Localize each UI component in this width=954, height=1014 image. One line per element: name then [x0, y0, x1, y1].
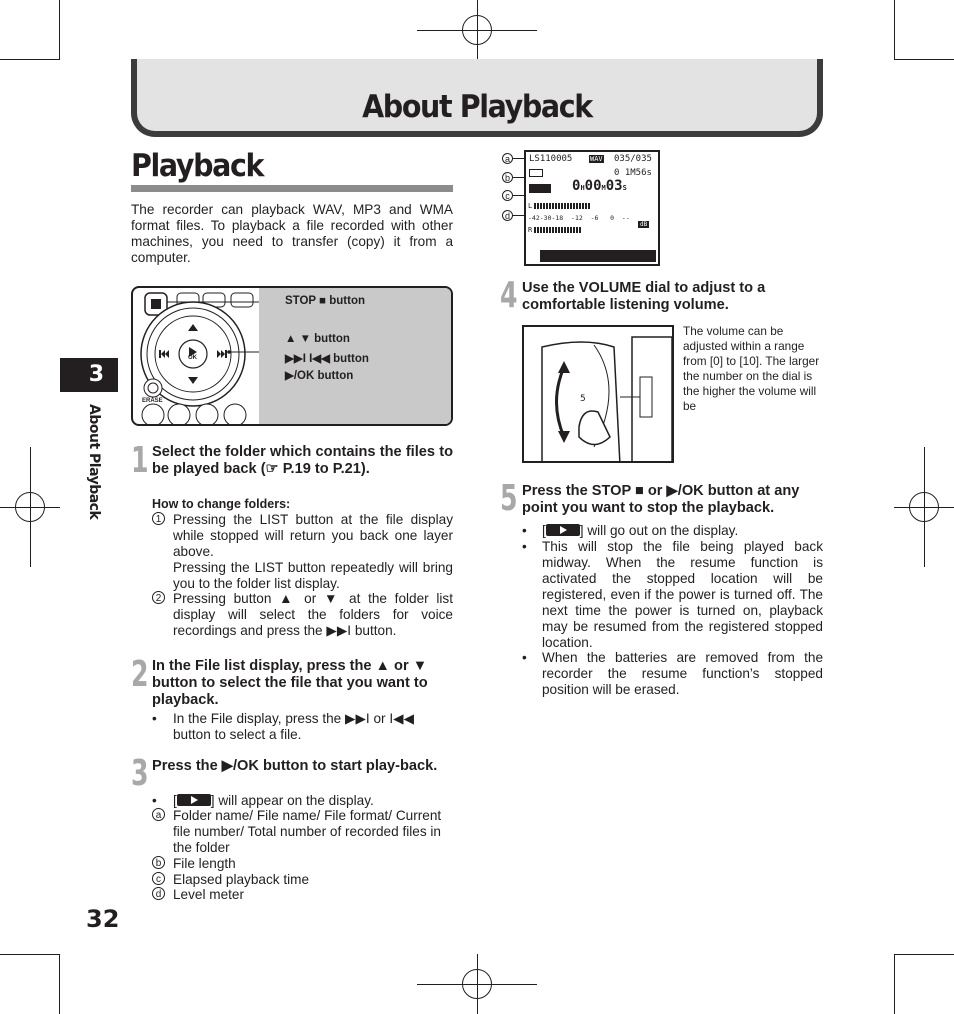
- step3-item-d: d Level meter: [152, 887, 453, 903]
- step2-bullet: • In the File display, press the ▶▶I or I◀◀ button to select a file.: [152, 711, 453, 743]
- lcd-marker-b: b: [502, 172, 513, 183]
- step5-bullet-2: • This will stop the file being played back midway. When the resume function is activated the stopped location will be registered, even if the power is turned off. The next time the power is turned on, playback may be resumed from the registered stopped location.: [522, 539, 823, 650]
- step5-heading: Press the STOP ■ or ▶/OK button at any point you want to stop the playback.: [522, 483, 800, 516]
- lcd-display-illustration: [524, 150, 660, 266]
- step3-bullet: • [ ] will appear on the display.: [152, 793, 374, 808]
- crop-mark: [894, 59, 954, 60]
- chapter-side-label: About Playback: [86, 404, 102, 520]
- lcd-file-length: 0 1M56s: [614, 168, 652, 178]
- step3-item-c: c Elapsed playback time: [152, 872, 453, 888]
- step3-bullet-text: will appear on the display.: [218, 793, 374, 808]
- step3-item-b: b File length: [152, 856, 453, 872]
- crop-mark: [894, 954, 954, 955]
- page-number: 32: [86, 905, 120, 933]
- svg-text:5: 5: [580, 394, 586, 404]
- intro-paragraph: The recorder can playback WAV, MP3 and WMA format files. To playback a file recorded with other machines, you need to transfer (copy) it from a computer.: [131, 202, 453, 265]
- step-number: 4: [500, 275, 518, 316]
- step3-item-a: a Folder name/ File name/ File format/ Current file number/ Total number of recorded files in the folder: [152, 808, 453, 856]
- circled-number: 1: [152, 512, 165, 525]
- level-meter-left: [534, 203, 590, 209]
- lcd-elapsed-time: 0H00M03S: [572, 178, 627, 194]
- lcd-file-name: LS110005: [529, 154, 573, 164]
- volume-dial-drawing: [524, 327, 674, 463]
- step1-item-1-text: Pressing the LIST button at the file display while stopped will return you back one layer above.: [173, 512, 453, 559]
- volume-note: The volume can be adjusted within a range from [0] to [10]. The larger the number on the dial is the higher the volume will be: [683, 324, 820, 413]
- battery-icon: [529, 169, 543, 177]
- stop-button-label: [285, 295, 365, 307]
- play-indicator-icon: [177, 794, 211, 806]
- lcd-meter-scale: -42-30-18 -12 -6 0 --: [528, 214, 630, 222]
- lcd-file-count: 035/035: [614, 154, 652, 164]
- step1-item-2: [152, 591, 453, 639]
- step1-heading: Select the folder which contains the files to be played back (☞ P.19 to P.21).: [152, 444, 453, 477]
- step1-item-1: [152, 512, 453, 592]
- play-ok-button-label: ▶/OK button: [285, 370, 354, 382]
- chapter-tab: [60, 358, 118, 392]
- step4-heading: Use the VOLUME dial to adjust to a comfortable listening volume.: [522, 280, 766, 313]
- step1-item-1-text-b: Pressing the LIST button repeatedly will bring you to the folder list display.: [173, 560, 453, 591]
- updown-button-label: ▲ ▼ button: [285, 333, 350, 345]
- lcd-marker-c: c: [502, 190, 513, 201]
- stop-key: STOP ■: [285, 295, 327, 307]
- step1-item-2-text: Pressing button ▲ or ▼ at the folder list display will select the folders for voice recordings and press the ▶▶I button.: [173, 591, 453, 638]
- play-status-icon: [529, 184, 551, 193]
- step2-heading: In the File list display, press the ▲ or ▼ button to select the file that you want to playback.: [152, 658, 428, 708]
- crop-mark: [894, 954, 895, 1014]
- page-title: About Playback: [362, 89, 592, 125]
- crop-mark: [59, 0, 60, 60]
- crop-mark: [894, 0, 895, 60]
- lcd-channel-l: L: [528, 202, 533, 210]
- chapter-number: 3: [88, 362, 104, 387]
- crop-mark: [59, 954, 60, 1014]
- lcd-bottom-bar: [540, 250, 656, 262]
- step2-bullet-text: In the File display, press the ▶▶I or I◀◀ button to select a file.: [173, 711, 415, 742]
- step3-heading: Press the ▶/OK button to start play-back.: [152, 758, 438, 774]
- stop-button-text: button: [329, 295, 366, 307]
- crop-mark: [0, 954, 60, 955]
- step5-bullet-1: • [ ] will go out on the display.: [522, 523, 739, 538]
- step5-bullet-3: • When the batteries are removed from the recorder the resume function’s stopped position will be erased.: [522, 650, 823, 697]
- ok-label: OK: [188, 355, 197, 361]
- play-indicator-icon: [546, 524, 580, 536]
- step-number: 5: [500, 478, 518, 519]
- header-banner: [131, 59, 823, 137]
- erase-label: ERASE: [142, 398, 163, 404]
- lcd-marker-a: a: [502, 153, 513, 164]
- circled-number: 2: [152, 591, 165, 604]
- lcd-format: WAV: [590, 155, 603, 163]
- crop-mark: [0, 59, 60, 60]
- lcd-channel-r: R: [528, 226, 533, 234]
- lcd-db-label: dB: [640, 221, 648, 228]
- step-number: 1: [131, 440, 149, 481]
- section-title: Playback: [131, 148, 264, 184]
- lcd-marker-d: d: [502, 210, 513, 221]
- step-number: 3: [131, 753, 149, 794]
- section-rule: [131, 185, 453, 192]
- skip-button-label: ▶▶I I◀◀ button: [285, 353, 369, 365]
- recorder-buttons-illustration: [131, 286, 453, 426]
- level-meter-right: [534, 227, 582, 233]
- step-number: 2: [131, 654, 149, 695]
- volume-dial-illustration: [522, 325, 674, 463]
- step1-subheading: How to change folders:: [152, 497, 291, 511]
